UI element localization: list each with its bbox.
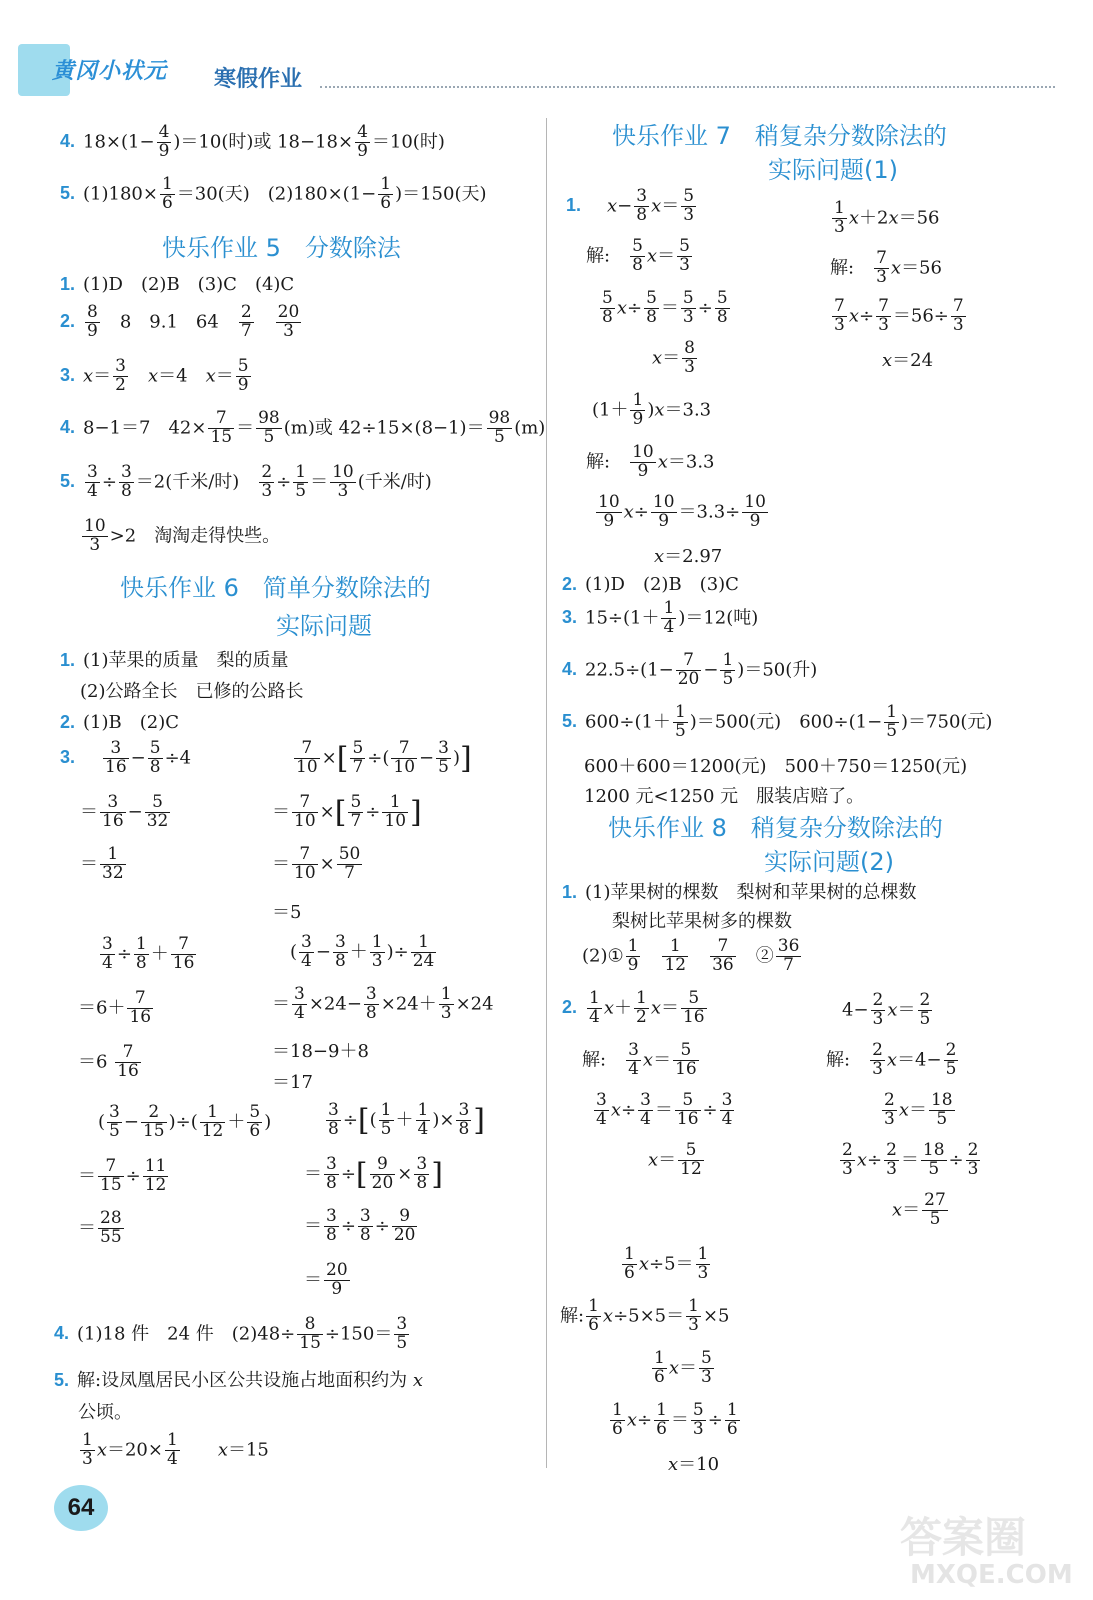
s8-q2-b2: 解: $\frac{2}{3}$ x＝4− $\frac{2}{5}$	[826, 1040, 957, 1079]
s6-q5: 5. 解:设凤凰居民小区公共设施占地面积约为 x	[54, 1370, 423, 1391]
jie-label: 解:	[830, 257, 855, 279]
s6-q3-f3: ＝ $\frac{3}{8}$ ÷ $\frac{3}{8}$ ÷ $\frac{9}{20}$	[304, 1206, 416, 1245]
s7-q1-b4: x＝24	[882, 350, 934, 371]
s7-q1-c4: x＝2.97	[654, 546, 723, 567]
jie-label: 解:	[586, 245, 611, 267]
s6-q4-text: (1)18 件 24 件 (2)48÷	[77, 1323, 296, 1345]
s6-q2: 2. (1)B (2)C	[60, 712, 180, 733]
s6-q3-b1: $\frac{7}{10}$ ×[ $\frac{5}{7}$ ÷( $\frac{7}{10}$ − $\frac{3}{5}$ )]	[296, 738, 472, 777]
s7-q1-a1: 1. x− $\frac{3}{8}$ x＝ $\frac{5}{3}$	[566, 186, 695, 225]
s5-q2: 2. $\frac{8}{9}$ 8 9.1 64 $\frac{2}{7}$ $\frac{20}{3}$	[60, 302, 300, 341]
s6-q1-a: (1)苹果的质量 梨的质量	[83, 650, 289, 671]
column-divider	[546, 118, 547, 1468]
header-logo: 黄冈小状元	[52, 59, 168, 84]
s7-q1-b1: $\frac{1}{3}$ x＋2x＝56	[834, 198, 940, 237]
jie-label: 解:	[826, 1049, 851, 1071]
page-number: 64	[54, 1485, 108, 1531]
s6-q3-b3: ＝ $\frac{7}{10}$ × $\frac{50}{7}$	[272, 844, 361, 883]
s7-q1-a2: 解: $\frac{5}{8}$ x＝ $\frac{5}{3}$	[586, 236, 690, 275]
s7-q1-b3: $\frac{7}{3}$ x÷ $\frac{7}{3}$ ＝56÷ $\frac{7}{3}$	[834, 296, 964, 335]
s6-q3-d4: ＝17	[272, 1072, 313, 1093]
s8-q2-a4: x＝ $\frac{5}{12}$	[648, 1140, 702, 1179]
s7-q1-a4: x＝ $\frac{8}{3}$	[652, 338, 695, 377]
s8-q1: 1. (1)苹果树的棵数 梨树和苹果树的总棵数	[562, 882, 917, 903]
s8-q2-c2: 解: $\frac{1}{6}$ x÷5×5＝ $\frac{1}{3}$ ×5	[560, 1296, 730, 1335]
s5-q3: 3. x＝ $\frac{3}{2}$ x＝4 x＝ $\frac{5}{9}$	[60, 356, 249, 395]
s8-q1-b: 梨树比苹果树多的棵数	[612, 911, 792, 932]
s5-q1: 1. (1)D (2)B (3)C (4)C	[60, 274, 295, 295]
prev-q5: 5. (1)180× $\frac{1}{6}$ ＝30(天) (2)180×(1− $\frac{1}{6}$ )＝150(天)	[60, 174, 487, 213]
s7-q1-a3: $\frac{5}{8}$ x÷ $\frac{5}{8}$ ＝ $\frac{5}{3}$ ÷ $\frac{5}{8}$	[602, 288, 728, 327]
s7-q2-text: (1)D (2)B (3)C	[585, 574, 739, 595]
section-title-7-line2: 实际问题(1)	[768, 156, 898, 184]
s5-q5-answer: $\frac{10}{3}$ >2 淘淘走得快些。	[84, 516, 281, 555]
s6-q4: 4. (1)18 件 24 件 (2)48÷ $\frac{8}{15}$ ÷150＝ $\frac{3}{5}$	[54, 1314, 408, 1353]
s6-q2-text: (1)B (2)C	[83, 712, 180, 733]
jie-label: 解:	[582, 1049, 607, 1071]
s6-q3-d1: ( $\frac{3}{4}$ − $\frac{3}{8}$ ＋ $\frac{1}{3}$ )÷ $\frac{1}{24}$	[290, 932, 435, 971]
header-subtitle: 寒假作业	[214, 67, 303, 92]
s7-q1-c1: (1＋ $\frac{1}{9}$ )x＝3.3	[592, 390, 712, 429]
s7-q5: 5. 600÷(1＋ $\frac{1}{5}$ )＝500(元) 600÷(1− $\frac{1}{5}$ )＝750(元)	[562, 702, 993, 741]
s6-q1-b: (2)公路全长 已修的公路长	[80, 681, 304, 702]
s8-q2-a1: 2. $\frac{1}{4}$ x＋ $\frac{1}{2}$ x＝ $\frac{5}{16}$	[562, 988, 705, 1027]
s8-q2-b5: x＝ $\frac{27}{5}$	[892, 1190, 946, 1229]
s6-q3-e2: ＝ $\frac{7}{15}$ ÷ $\frac{11}{12}$	[78, 1156, 167, 1195]
s6-q3-a3: ＝ $\frac{1}{32}$	[80, 844, 124, 883]
s8-q2-c5: x＝10	[668, 1454, 720, 1475]
section-title-6-line1: 快乐作业 6 简单分数除法的	[120, 574, 431, 602]
s6-q3-a2: ＝ $\frac{3}{16}$ − $\frac{5}{32}$	[80, 792, 169, 831]
s6-q3-b4: ＝5	[272, 902, 302, 923]
s6-q3-c2: ＝6＋ $\frac{7}{16}$	[78, 988, 152, 1027]
s8-q2-a2: 解: $\frac{3}{4}$ x＝ $\frac{5}{16}$	[582, 1040, 697, 1079]
section-title-6-line2: 实际问题	[276, 612, 372, 640]
s8-q1-a: (1)苹果树的棵数 梨树和苹果树的总棵数	[585, 882, 917, 903]
s6-q5-b: 公顷。	[78, 1402, 132, 1423]
s5-q5: 5. $\frac{3}{4}$ ÷ $\frac{3}{8}$ ＝2(千米/时) $\frac{2}{3}$ ÷ $\frac{1}{5}$ ＝ $\frac{10}{3}$ (千米/时)	[60, 462, 432, 501]
header-dotted-rule	[320, 86, 1055, 88]
s6-q3-f2: ＝ $\frac{3}{8}$ ÷[ $\frac{9}{20}$ × $\frac{3}{8}$ ]	[304, 1154, 443, 1193]
s6-q3-c3: ＝6 $\frac{7}{16}$	[78, 1042, 139, 1081]
jie-label: 解:	[586, 451, 611, 473]
s8-q2-b1: 4− $\frac{2}{3}$ x＝ $\frac{2}{5}$	[842, 990, 931, 1029]
s8-q2-c4: $\frac{1}{6}$ x÷ $\frac{1}{6}$ ＝ $\frac{5}{3}$ ÷ $\frac{1}{6}$	[612, 1400, 738, 1439]
s6-q3-c1: $\frac{3}{4}$ ÷ $\frac{1}{8}$ ＋ $\frac{7}{16}$	[102, 934, 195, 973]
s6-q3-b2: ＝ $\frac{7}{10}$ ×[ $\frac{5}{7}$ ÷ $\frac{1}{10}$ ]	[272, 792, 422, 831]
s6-q1: 1. (1)苹果的质量 梨的质量	[60, 650, 289, 671]
s8-q2-b4: $\frac{2}{3}$ x÷ $\frac{2}{3}$ ＝ $\frac{18}{5}$ ÷ $\frac{2}{3}$	[842, 1140, 979, 1179]
s5-q4: 4. 8−1＝7 42× $\frac{7}{15}$ ＝ $\frac{98}{5}$ (m)或 42÷15×(8−1)＝ $\frac{98}{5}$ (m)	[60, 408, 546, 447]
s7-q2: 2. (1)D (2)B (3)C	[562, 574, 739, 595]
watermark: 答案圈	[900, 1513, 1027, 1562]
s8-q2-c3: $\frac{1}{6}$ x＝ $\frac{5}{3}$	[654, 1348, 712, 1387]
watermark-url: MXQE.COM	[910, 1560, 1073, 1590]
prev-q4: 4. 18×(1− $\frac{4}{9}$ )＝10(时)或 18−18× $\frac{4}{9}$ ＝10(时)	[60, 122, 445, 161]
s7-q1-b2: 解: $\frac{7}{3}$ x＝56	[830, 248, 942, 287]
s8-q2-a3: $\frac{3}{4}$ x÷ $\frac{3}{4}$ ＝ $\frac{5}{16}$ ÷ $\frac{3}{4}$	[596, 1090, 733, 1129]
s7-q5-d: 1200 元<1250 元 服装店赔了。	[584, 786, 865, 807]
s6-q3-e3: ＝ $\frac{28}{55}$	[78, 1208, 122, 1247]
section-title-5: 快乐作业 5 分数除法	[162, 234, 401, 262]
s5-q1-text: (1)D (2)B (3)C (4)C	[83, 274, 295, 295]
s8-q2-c1: $\frac{1}{6}$ x÷5＝ $\frac{1}{3}$	[624, 1244, 709, 1283]
s7-q5-c: 600＋600＝1200(元) 500＋750＝1250(元)	[584, 756, 968, 777]
jie-label: 解:	[560, 1305, 585, 1327]
s5-q5-answer-text: 淘淘走得快些。	[154, 525, 281, 547]
s7-q4: 4. 22.5÷(1− $\frac{7}{20}$ − $\frac{1}{5}$ )＝50(升)	[562, 650, 818, 689]
s6-q3-a1: 3. $\frac{3}{16}$ − $\frac{5}{8}$ ÷4	[60, 738, 192, 777]
s6-q3-f1: $\frac{3}{8}$ ÷[( $\frac{1}{5}$ ＋ $\frac{1}{4}$ )× $\frac{3}{8}$ ]	[328, 1100, 485, 1139]
s6-q3-d2: ＝ $\frac{3}{4}$ ×24− $\frac{3}{8}$ ×24＋ $\frac{1}{3}$ ×24	[272, 984, 494, 1023]
s6-q3-e1: ( $\frac{3}{5}$ − $\frac{2}{15}$ )÷( $\frac{1}{12}$ ＋ $\frac{5}{6}$ )	[98, 1102, 272, 1141]
s7-q3: 3. 15÷(1＋ $\frac{1}{4}$ )＝12(吨)	[562, 598, 759, 637]
s6-q5-a: 解:设凤凰居民小区公共设施占地面积约为	[77, 1370, 408, 1391]
section-title-8-line2: 实际问题(2)	[764, 848, 894, 876]
s6-q3-d3: ＝18−9＋8	[272, 1041, 369, 1062]
s8-q1-c: (2)① $\frac{1}{9}$ $\frac{1}{12}$ $\frac{7}{36}$ ② $\frac{36}{7}$	[582, 936, 800, 975]
section-title-8-line1: 快乐作业 8 稍复杂分数除法的	[608, 814, 943, 842]
s8-q2-b3: $\frac{2}{3}$ x＝ $\frac{18}{5}$	[884, 1090, 953, 1129]
s6-q5-eq: $\frac{1}{3}$ x＝20× $\frac{1}{4}$ x＝15	[82, 1430, 269, 1469]
s6-q3-f4: ＝ $\frac{20}{9}$	[304, 1260, 348, 1299]
s7-q1-c2: 解: $\frac{10}{9}$ x＝3.3	[586, 442, 715, 481]
section-title-7-line1: 快乐作业 7 稍复杂分数除法的	[612, 122, 947, 150]
s7-q1-c3: $\frac{10}{9}$ x÷ $\frac{10}{9}$ ＝3.3÷ $\frac{10}{9}$	[598, 492, 766, 531]
